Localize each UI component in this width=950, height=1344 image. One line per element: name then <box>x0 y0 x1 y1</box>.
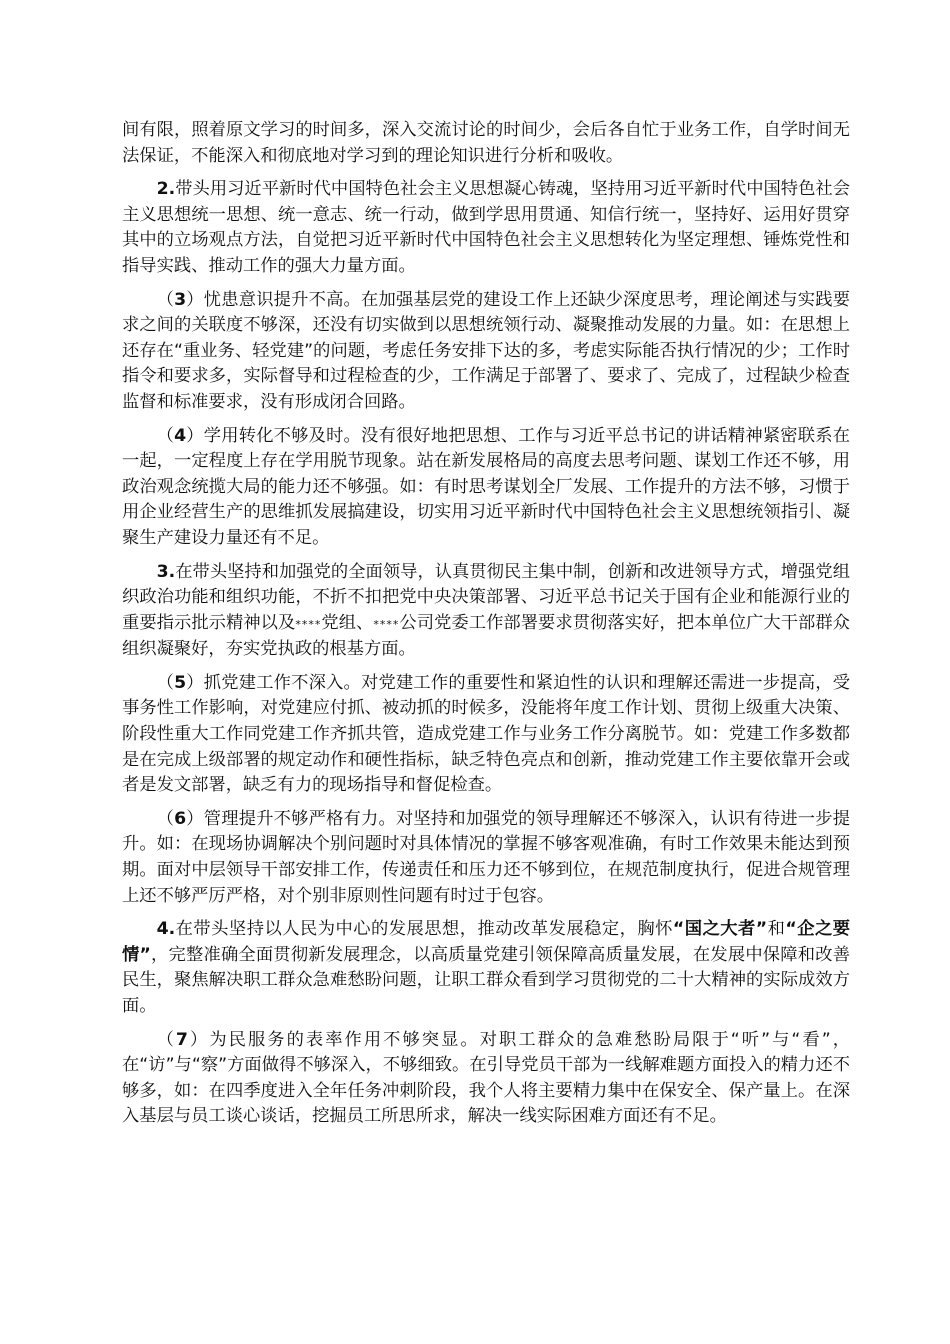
item-6 <box>122 807 850 909</box>
item-number: 6 <box>174 808 187 829</box>
section-number: 3. <box>156 561 176 582</box>
item-open-paren: （ <box>156 672 175 693</box>
item-open-paren: （ <box>156 425 175 446</box>
item-number: 4 <box>174 425 187 446</box>
section-heading-text-b: 党组、 <box>321 612 374 633</box>
item-4 <box>122 424 850 552</box>
redacted-mask: **** <box>295 617 322 631</box>
item-text: 学用转化不够及时。没有很好地把思想、工作与习近平总书记的讲话精神紧密联系在一起，一定程度上存在学用脱节现象。站在新发展格局的高度去思考问题、谋划工作还不够，用政治观念统揽大局的能力还不够强。如：有时思考谋划全厂发展、工作提升的方法不够，习惯于用企业经营生产的思维抓发展搞建设，切实用习近平新时代中国特色社会主义思想统领指引、凝聚生产建设力量还有不足。 <box>122 425 850 548</box>
item-close-paren: ） <box>186 289 204 310</box>
section-number: 2. <box>156 179 176 200</box>
section-heading-text-a: 在带头坚持以人民为中心的发展思想，推动改革发展稳定，胸怀 <box>175 919 673 940</box>
document-page <box>122 118 850 1138</box>
item-open-paren: （ <box>156 289 175 310</box>
item-number: 7 <box>175 1029 188 1050</box>
section-heading-4 <box>122 917 850 1019</box>
item-text: 抓党建工作不深入。对党建工作的重要性和紧迫性的认识和理解还需进一步提高，受事务性工作影响，对党建应付抓、被动抓的时候多，没能将年度工作计划、贯彻上级重大决策、阶段性重大工作同党建工作齐抓共管，造成党建工作与业务工作分离脱节。如：党建工作多数都是在完成上级部署的规定动作和硬性指标，缺乏特色亮点和创新，推动党建工作主要依靠开会或者是发文部署，缺乏有力的现场指导和督促检查。 <box>122 672 850 796</box>
item-7 <box>122 1028 850 1130</box>
item-open-paren: （ <box>156 1029 176 1050</box>
item-number: 5 <box>174 672 187 693</box>
item-close-paren: ） <box>187 1029 210 1050</box>
section-heading-text-c: ，完整准确全面贯彻新发展理念，以高质量党建引领保障高质量发展，在发展中保障和改善民生，聚焦解决职工群众急难愁盼问题，让职工群众看到学习贯彻党的二十大精神的实际成效方面。 <box>122 944 850 1016</box>
section-heading-text-a: 在带头坚持和加强党的全面领导，认真贯彻民主集中制，创新和改进领导方式，增强党组织政治功能和组织功能，不折不扣把党中央决策部署、习近平总书记关于国有企业和能源行业的重要指示批示精神以及 <box>122 561 850 633</box>
paragraph-text: 间有限，照着原文学习的时间多，深入交流讨论的时间少，会后各自忙于业务工作，自学时间无法保证，不能深入和彻底地对学习到的理论知识进行分析和吸收。 <box>122 120 850 166</box>
item-text: 为民服务的表率作用不够突显。对职工群众的急难愁盼局限于“听”与“看”，在“访”与“察”方面做得不够深入，不够细致。在引导党员干部为一线解难题方面投入的精力还不够多，如：在四季度进入全年任务冲刺阶段，我个人将主要精力集中在保安全、保产量上。在深入基层与员工谈心谈话，挖掘员工所思所求，解决一线实际困难方面还有不足。 <box>122 1029 850 1127</box>
item-text: 管理提升不够严格有力。对坚持和加强党的领导理解还不够深入，认识有待进一步提升。如：在现场协调解决个别问题时对具体情况的掌握不够客观准确，有时工作效果未能达到预期。面对中层领导干部安排工作，传递责任和压力还不够到位，在规范制度执行，促进合规管理上还不够严厉严格，对个别非原则性问题有时过于包容。 <box>122 808 850 906</box>
section-heading-text: 带头用习近平新时代中国特色社会主义思想凝心铸魂，坚持用习近平新时代中国特色社会主义思想统一思想、统一意志、统一行动，做到学思用贯通、知信行统一，坚持好、运用好贯穿其中的立场观点方法，自觉把习近平新时代中国特色社会主义思想转化为坚定理想、锤炼党性和指导实践、推动工作的强大力量方面。 <box>122 179 850 276</box>
section-heading-2 <box>122 177 850 279</box>
item-close-paren: ） <box>186 672 204 693</box>
bold-quote: “国之大者” <box>672 919 768 940</box>
item-text: 忧患意识提升不高。在加强基层党的建设工作上还缺少深度思考，理论阐述与实践要求之间的关联度不够深，还没有切实做到以思想统领行动、凝聚推动发展的力量。如：在思想上还存在“重业务、轻党建”的问题，考虑任务安排下达的多，考虑实际能否执行情况的少；工作时指令和要求多，实际督导和过程检查的少，工作满足于部署了、要求了、完成了，过程缺少检查监督和标准要求，没有形成闭合回路。 <box>122 289 850 412</box>
item-open-paren: （ <box>156 808 175 829</box>
item-close-paren: ） <box>186 425 204 446</box>
item-close-paren: ） <box>186 808 204 829</box>
section-heading-text-c: 公司党委工作部署要求贯彻落实好，把本单位广大干部群众组织凝聚好，夯实党执政的根基方面。 <box>122 612 850 660</box>
section-number: 4. <box>156 919 176 940</box>
section-heading-text-b: 和 <box>767 919 786 940</box>
item-number: 3 <box>174 289 187 310</box>
paragraph-continuation <box>122 118 850 169</box>
redacted-mask: **** <box>373 617 400 631</box>
bold-quote: “企之要情” <box>122 919 850 965</box>
item-3 <box>122 288 850 416</box>
section-heading-3 <box>122 560 850 663</box>
item-5 <box>122 671 850 799</box>
